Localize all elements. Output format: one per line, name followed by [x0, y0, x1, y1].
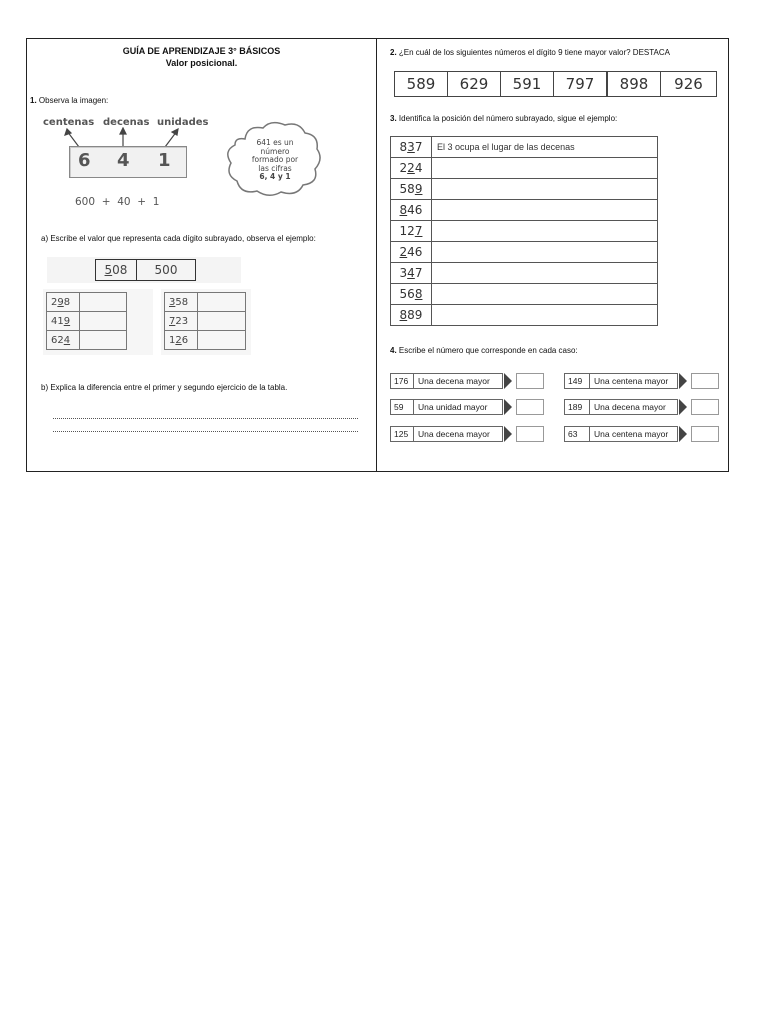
arrow-icon: [679, 426, 687, 442]
digit-hundreds: 6: [78, 150, 91, 171]
row-number: 3 4 7: [391, 263, 432, 283]
table-row: 3 58: [164, 292, 198, 312]
q4-answer-box[interactable]: [691, 399, 719, 415]
q1-prompt: [30, 96, 108, 105]
table-row: 2 9 8: [46, 292, 80, 312]
option-926[interactable]: 926: [660, 71, 717, 97]
row-number: 2 2 4: [391, 158, 432, 178]
option-591[interactable]: 591: [500, 71, 554, 97]
digit-tens: 4: [117, 150, 130, 171]
table-row: [390, 136, 658, 158]
table-row: [390, 178, 658, 200]
arrow-icon: [679, 399, 687, 415]
q1-text: Observa la imagen:: [38, 96, 109, 105]
q1-number: 1.: [30, 96, 37, 105]
q4-label: Una decena mayor: [414, 426, 503, 442]
table-row: [390, 283, 658, 305]
q4-prompt: [390, 346, 578, 355]
row-number: 56 8: [391, 284, 432, 304]
row-answer[interactable]: El 3 ocupa el lugar de las decenas: [437, 142, 575, 152]
q3-table: [378, 136, 678, 336]
row-number: 8 46: [391, 200, 432, 220]
label-unidades: unidades: [157, 117, 209, 128]
answer-cell[interactable]: [79, 292, 127, 312]
q3-number: 3.: [390, 114, 397, 123]
table-row: [390, 241, 658, 263]
q4-number-box: 149: [564, 373, 590, 389]
q4-number: 4.: [390, 346, 397, 355]
q1b-prompt: b) Explica la diferencia entre el primer y segundo ejercicio de la tabla.: [41, 383, 288, 392]
option-629[interactable]: 629: [447, 71, 501, 97]
q4-label: Una decena mayor: [590, 399, 678, 415]
answer-cell[interactable]: [79, 311, 127, 331]
table-row: 1 2 6: [164, 330, 198, 350]
cloud-line: 6, 4 y 1: [259, 172, 291, 181]
label-decenas: decenas: [103, 117, 150, 128]
table-row: 41 9: [46, 311, 80, 331]
answer-cell[interactable]: [197, 292, 246, 312]
cloud-line: las cifras: [258, 163, 292, 173]
option-898[interactable]: 898: [607, 71, 661, 97]
q4-label: Una centena mayor: [590, 426, 678, 442]
example-number: [95, 259, 137, 281]
q4-label: Una unidad mayor: [414, 399, 503, 415]
cloud-line: 641 es un: [256, 138, 294, 147]
row-number: 12 7: [391, 221, 432, 241]
table-row: [390, 262, 658, 284]
row-number: 58 9: [391, 179, 432, 199]
example-value-text: 500: [154, 263, 178, 277]
q4-text: Escribe el número que corresponde en cada caso:: [398, 346, 578, 355]
q4-answer-box[interactable]: [516, 399, 544, 415]
row-number: 8 3 7: [391, 137, 432, 157]
q4-number-box: 59: [390, 399, 414, 415]
example-underlined: 5: [104, 263, 113, 277]
cloud-line: número: [260, 146, 290, 156]
answer-cell[interactable]: [197, 330, 246, 350]
label-centenas: centenas: [43, 117, 95, 128]
worksheet-title: GUÍA DE APRENDIZAJE 3° BÁSICOS: [122, 46, 281, 56]
q4-number-box: 125: [390, 426, 414, 442]
answer-line[interactable]: [53, 418, 358, 419]
arrow-icon: [504, 399, 512, 415]
q2-prompt: [390, 48, 670, 57]
q4-label: Una decena mayor: [414, 373, 503, 389]
q4-answer-box[interactable]: [516, 373, 544, 389]
table-row: 62 4: [46, 330, 80, 350]
table-row: [390, 157, 658, 179]
q3-text: Identifica la posición del número subrayado, sigue el ejemplo:: [398, 114, 618, 123]
q4-answer-box[interactable]: [516, 426, 544, 442]
worksheet-subtitle: Valor posicional.: [165, 58, 238, 68]
q4-answer-box[interactable]: [691, 426, 719, 442]
q4-answer-box[interactable]: [691, 373, 719, 389]
table-row: [390, 220, 658, 242]
digit-units: 1: [158, 150, 171, 171]
answer-cell[interactable]: [79, 330, 127, 350]
q4-number-box: 189: [564, 399, 590, 415]
q2-text: ¿En cuál de los siguientes números el dígito 9 tiene mayor valor? DESTACA: [398, 48, 670, 57]
table-row: 7 23: [164, 311, 198, 331]
column-divider: [376, 39, 377, 471]
table-row: [390, 199, 658, 221]
q4-number-box: 176: [390, 373, 414, 389]
arrow-icon: [504, 373, 512, 389]
q3-prompt: [390, 114, 617, 123]
answer-line[interactable]: [53, 431, 358, 432]
row-number: 2 46: [391, 242, 432, 262]
q1a-prompt: a) Escribe el valor que representa cada dígito subrayado, observa el ejemplo:: [41, 234, 316, 243]
table-row: [390, 304, 658, 326]
option-797[interactable]: 797: [553, 71, 607, 97]
row-number: 8 89: [391, 305, 432, 325]
answer-cell[interactable]: [197, 311, 246, 331]
cloud-text: [235, 139, 315, 182]
q2-number: 2.: [390, 48, 397, 57]
option-589[interactable]: 589: [394, 71, 448, 97]
expanded-form: 600 + 40 + 1: [75, 196, 160, 208]
q4-number-box: 63: [564, 426, 590, 442]
example-value: [136, 259, 196, 281]
worksheet: [26, 38, 729, 472]
arrow-icon: [679, 373, 687, 389]
arrow-icon: [504, 426, 512, 442]
example-post: 08: [112, 263, 128, 277]
q4-label: Una centena mayor: [590, 373, 678, 389]
cloud-line: formado por: [251, 155, 299, 164]
